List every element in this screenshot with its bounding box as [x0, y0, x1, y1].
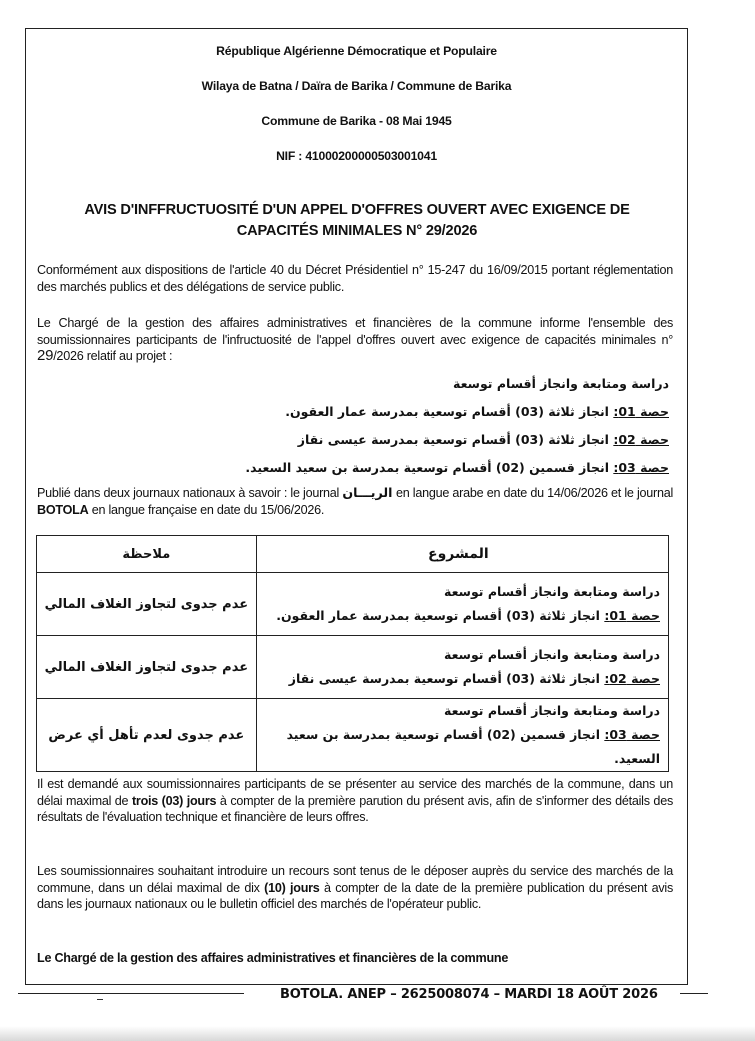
lot-3-text: انجاز قسمين (02) أقسام توسعية بمدرسة بن سعيد السعيد.	[245, 460, 614, 475]
row-2-note: عدم جدوى لتجاوز الغلاف المالي	[37, 636, 257, 699]
footer-rule-right	[680, 993, 708, 994]
results-table	[36, 535, 669, 772]
lot-1-line	[285, 404, 669, 419]
row-2-project-title: دراسة ومتابعة وانجاز أقسام توسعة	[444, 647, 660, 662]
paragraph-announcement	[37, 315, 673, 365]
row-1-project-title: دراسة ومتابعة وانجاز أقسام توسعة	[444, 584, 660, 599]
row-3-project	[256, 699, 668, 772]
title-line-2: CAPACITÉS MINIMALES N° 29/2026	[236, 223, 478, 239]
paragraph-legal-basis: Conformément aux dispositions de l'article 40 du Décret Présidentiel n° 15-247 du 16/09/2015 portant réglementation des marchés publics et des délégations de service public.	[37, 263, 673, 294]
notice-title	[32, 200, 682, 242]
header-note: ملاحظة	[37, 536, 257, 573]
row-3-project-title: دراسة ومتابعة وانجاز أقسام توسعة	[444, 703, 660, 718]
table-row	[37, 636, 669, 699]
table-row	[37, 699, 669, 772]
tender-number: 29	[37, 347, 54, 364]
header-project: المشروع	[256, 536, 668, 573]
scan-edge	[0, 1026, 755, 1041]
header-wilaya: Wilaya de Batna / Daïra de Barika / Commune de Barika	[201, 79, 512, 93]
header-republic: République Algérienne Démocratique et Populaire	[216, 44, 497, 58]
row-2-project	[256, 636, 668, 699]
journal-name-ar: الريـــان	[342, 485, 393, 500]
lot-2-line	[298, 432, 669, 447]
consultation-delay: trois (03) jours	[131, 793, 217, 808]
lot-2-label: حصة 02:	[613, 432, 669, 447]
title-line-1: AVIS D'INFFRUCTUOSITÉ D'UN APPEL D'OFFRES OUVERT AVEC EXIGENCE DE	[84, 202, 630, 218]
publication-text-b: en langue arabe en date du 14/06/2026 et le journal	[392, 486, 673, 500]
paragraph-publication	[37, 485, 673, 518]
paragraph-appeal: Les soumissionnaires souhaitant introduire un recours sont tenus de le déposer auprès du service des marchés de la commune, dans un délai maximal de dix (10) jours à compter de la date de la première publication du présent avis dans les journaux nationaux ou le bulletin officiel des marchés de l'opérateur public.	[37, 864, 674, 911]
table-header-row	[37, 536, 669, 573]
row-3-lot: حصة 03: انجاز قسمين (02) أقسام توسعية بمدرسة بن سعيد السعيد.	[286, 727, 660, 766]
footer-rule-left	[18, 993, 244, 994]
header-nif: NIF : 41000200000503001041	[276, 149, 437, 163]
project-title-ar: دراسة ومتابعة وانجاز أقسام توسعة	[453, 376, 669, 391]
row-3-note: عدم جدوى لعدم تأهل أي عرض	[37, 699, 257, 772]
announcement-text-a: Le Chargé de la gestion des affaires administratives et financières de la commune informe l'ensemble des soumissionnaires participants de l'infructuosité de l'appel d'offres ouvert avec exigence de capacités minimales n°	[37, 316, 673, 347]
table-row	[37, 573, 669, 636]
publication-text-c: en langue française en date du 15/06/2026.	[88, 502, 325, 517]
row-1-note: عدم جدوى لتجاوز الغلاف المالي	[37, 573, 257, 636]
publication-text-a: Publié dans deux journaux nationaux à savoir : le journal	[37, 486, 343, 500]
journal-name-fr: BOTOLA	[37, 502, 89, 517]
lot-2-text: انجاز ثلاثة (03) أقسام توسعية بمدرسة عيسى نقاز	[297, 432, 614, 447]
paragraph-consultation: Il est demandé aux soumissionnaires participants de se présenter au service des marchés de la commune, dans un délai maximal de trois (03) jours à compter de la première parution du présent avis, afin de s'informer des détails des résultats de l'évaluation technique et financière de leurs offres.	[37, 777, 673, 824]
row-1-project	[256, 573, 668, 636]
row-1-lot: حصة 01: انجاز ثلاثة (03) أقسام توسعية بمدرسة عمار العقون.	[276, 608, 660, 623]
lot-3-line	[245, 460, 669, 475]
footer-publication-ref: BOTOLA. ANEP – 2625008074 – MARDI 18 AOÛT 2026	[280, 987, 658, 1002]
lot-1-text: انجاز ثلاثة (03) أقسام توسعية بمدرسة عمار العقون.	[285, 404, 614, 419]
appeal-delay: (10) jours	[264, 880, 320, 895]
lot-3-label: حصة 03:	[613, 460, 669, 475]
announcement-text-b: /2026 relatif au projet :	[53, 349, 173, 363]
row-2-lot: حصة 02: انجاز ثلاثة (03) أقسام توسعية بمدرسة عيسى نقاز	[288, 671, 660, 686]
signature: Le Chargé de la gestion des affaires administratives et financières de la commune	[37, 951, 509, 965]
footer-tick	[97, 999, 103, 1000]
lot-1-label: حصة 01:	[613, 404, 669, 419]
header-commune: Commune de Barika - 08 Mai 1945	[261, 114, 452, 128]
